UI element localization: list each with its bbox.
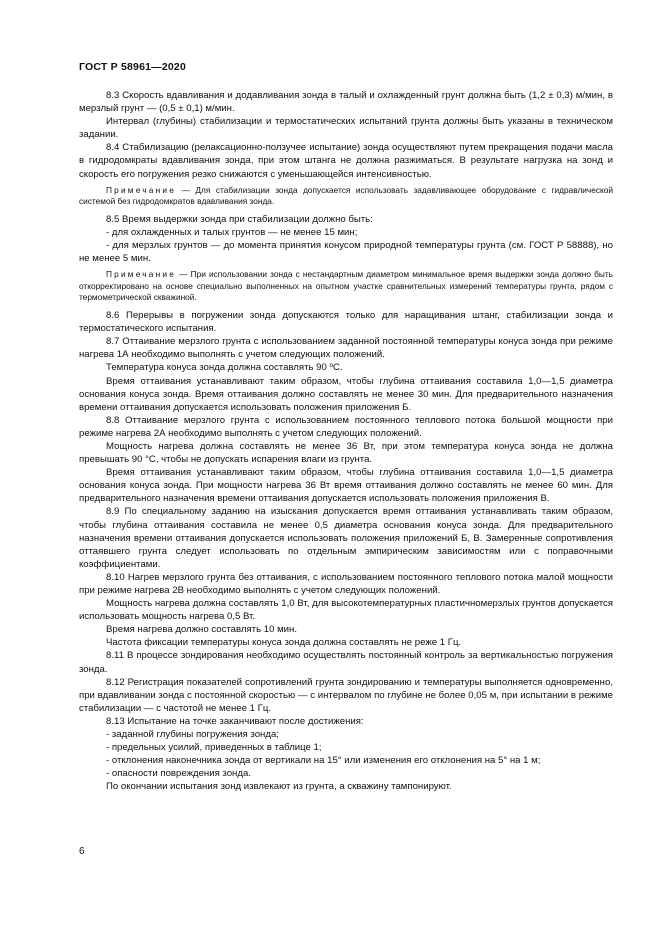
paragraph: 8.9 По специальному заданию на изыскания допускается время оттаивания устанавливать таким образом, чтобы глубина оттаивания составила не менее 0,5 диаметра основания конуса зонда. Для предварительного назначения времени оттаивания допускается использовать положения приложений Б, В. Замеренные сопротивления оттаявшего грунта следует использовать по отдельным эмпирическим зависимостям или с поправочными коэффициентами. bbox=[79, 506, 613, 570]
note-label: Примечание bbox=[106, 184, 177, 195]
paragraph: Мощность нагрева должна составлять не менее 36 Вт, при этом температура конуса зонда не должна превышать 90 °С, чтобы не допускать испарения влаги из грунта. bbox=[79, 440, 613, 466]
list-item: - для мерзлых грунтов — до момента принятия конусом природной температуры грунта (см. ГОСТ Р 58888), но не менее 5 мин. bbox=[79, 240, 613, 265]
paragraph: 8.13 Испытание на точке заканчивают после достижения: bbox=[106, 715, 364, 727]
paragraph: Мощность нагрева должна составлять 1,0 Вт, для высокотемпературных пластичномерзлых грунтов допускается использовать мощность нагрева 0,5 Вт. bbox=[79, 598, 613, 623]
list-item: - опасности повреждения зонда. bbox=[106, 768, 251, 780]
list-item: - отклонения наконечника зонда от вертикали на 15° или изменения его отклонения на 5° на 1 м; bbox=[106, 755, 541, 767]
paragraph: Время оттаивания устанавливают таким образом, чтобы глубина оттаивания составила 1,0—1,5 диаметра основания конуса зонда. При мощности нагрева 36 Вт время оттаивания должно составлять не менее 60 мин. Для предварительного назначения времени оттаивания допускается использовать положения приложения В. bbox=[79, 467, 613, 505]
list-item: - для охлажденных и талых грунтов — не менее 15 мин; bbox=[106, 227, 358, 239]
paragraph: 8.10 Нагрев мерзлого грунта без оттаивания, с использованием постоянного теплового потока малой мощности при режиме нагрева 2В необходимо выполнять с учетом следующих положений. bbox=[79, 571, 613, 597]
paragraph: 8.8 Оттаивание мерзлого грунта с использованием постоянного теплового потока большой мощности при режиме нагрева 2А необходимо выполнять с учетом следующих положений. bbox=[79, 414, 613, 439]
paragraph: Частота фиксации температуры конуса зонда должна составлять не реже 1 Гц. bbox=[106, 637, 462, 649]
note-text: — Для стабилизации зонда допускается использовать задавливающее оборудование с гидравлической системой без гидродомкратов вдавливания зонда. bbox=[79, 184, 613, 206]
paragraph: Время нагрева должно составлять 10 мин. bbox=[106, 624, 297, 636]
list-item: - заданной глубины погружения зонда; bbox=[106, 729, 279, 741]
note-label: Примечание bbox=[106, 269, 177, 280]
paragraph: Интервал (глубины) стабилизации и термостатических испытаний грунта должны быть указаны в техническом задании. bbox=[79, 116, 613, 141]
note-text: — При использовании зонда с нестандартным диаметром минимальное время выдержки зонда должно быть откорректировано на основе специально выполненных на опытном участке сравнительных измерений температуры грунта, рядом с термометрической скважиной. bbox=[79, 269, 613, 302]
document-header: ГОСТ Р 58961—2020 bbox=[79, 61, 187, 73]
paragraph: По окончании испытания зонд извлекают из грунта, а скважину тампонируют. bbox=[106, 781, 452, 793]
paragraph: Время оттаивания устанавливают таким образом, чтобы глубина оттаивания составила 1,0—1,5 диаметра основания конуса зонда. Время оттаивания должно составлять не менее 30 мин. Для предварительного назначения времени оттаивания допускается использовать положения приложения Б. bbox=[79, 375, 613, 413]
paragraph: 8.7 Оттаивание мерзлого грунта с использованием заданной постоянной температуры конуса зонда при режиме нагрева 1А необходимо выполнять с учетом следующих положений. bbox=[79, 336, 613, 361]
document-body bbox=[79, 89, 613, 794]
note bbox=[79, 185, 613, 207]
note bbox=[79, 269, 613, 303]
paragraph: 8.6 Перерывы в погружении зонда допускаются только для наращивания штанг, стабилизации зонда и термостатического испытания. bbox=[79, 310, 613, 335]
paragraph: Температура конуса зонда должна составлять 90 ºС. bbox=[106, 362, 343, 374]
paragraph: 8.3 Скорость вдавливания и додавливания зонда в талый и охлажденный грунт должна быть (1,2 ± 0,3) м/мин, в мерзлый грунт — (0,5 ± 0,1) м/мин. bbox=[79, 90, 613, 115]
paragraph: 8.4 Стабилизацию (релаксационно-ползучее испытание) зонда осуществляют путем прекращения подачи масла в гидродомкраты вдавливания зонда, при этом штанга не должна разжиматься. В результате нагрузка на зонд и скорость его погружения резко снижаются с уменьшающейся интенсивностью. bbox=[79, 142, 613, 180]
paragraph: 8.5 Время выдержки зонда при стабилизации должно быть: bbox=[106, 214, 373, 226]
paragraph: 8.11 В процессе зондирования необходимо осуществлять постоянный контроль за вертикальностью погружения зонда. bbox=[79, 650, 613, 675]
page-number: 6 bbox=[79, 846, 85, 857]
paragraph: 8.12 Регистрация показателей сопротивлений грунта зондированию и температуры выполняется одновременно, при вдавливании зонда с постоянной скоростью — с интервалом по глубине не более 0,05 м, при испытании в режиме стабилизации — с частотой не менее 1 Гц. bbox=[79, 676, 613, 714]
list-item: - предельных усилий, приведенных в таблице 1; bbox=[106, 742, 322, 754]
